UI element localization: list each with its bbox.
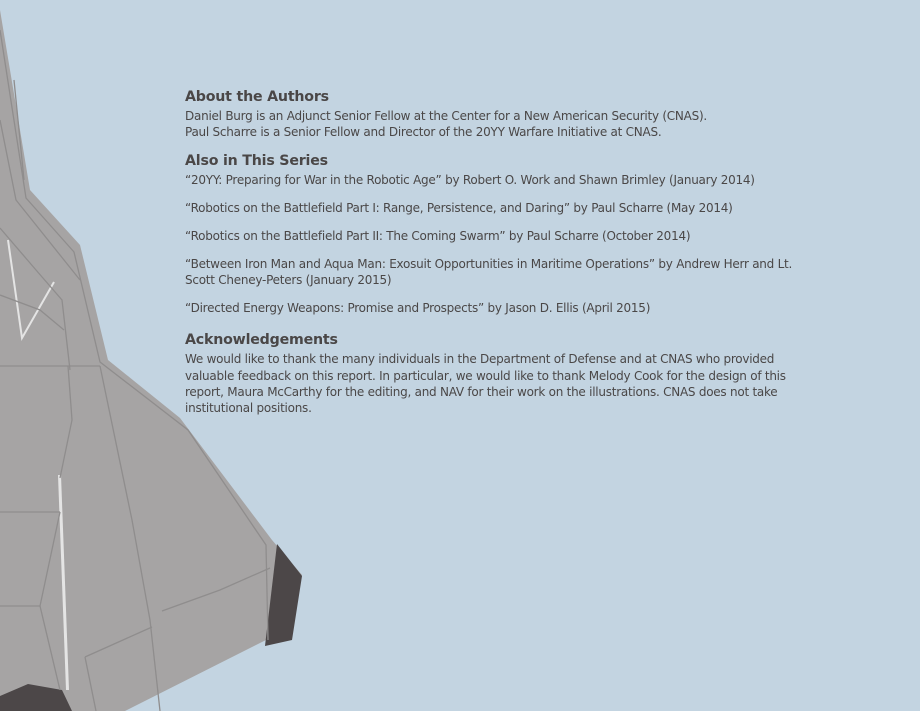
about-authors-section xyxy=(185,89,825,141)
about-authors-heading: About the Authors xyxy=(185,89,329,105)
series-section xyxy=(185,153,825,316)
acknowledgements-text: We would like to thank the many individuals in the Department of Defense and at CNAS who provided valuable feedback on this report. In particular, we would like to thank Melody Cook for the design of this report, Maura McCarthy for the editing, and NAV for their work on the illustrations. CNAS does not take institutional positions. xyxy=(185,352,786,416)
author-bio-burg: Daniel Burg is an Adjunct Senior Fellow at the Center for a New American Security (CNAS). xyxy=(185,109,707,123)
series-item: “Robotics on the Battlefield Part II: The Coming Swarm” by Paul Scharre (October 2014) xyxy=(185,228,691,243)
content-column xyxy=(185,89,825,429)
series-list xyxy=(185,172,825,316)
series-heading: Also in This Series xyxy=(185,152,328,169)
series-item: “Directed Energy Weapons: Promise and Prospects” by Jason D. Ellis (April 2015) xyxy=(185,300,651,315)
series-item: “Robotics on the Battlefield Part I: Range, Persistence, and Daring” by Paul Scharre (May 2014) xyxy=(185,200,733,215)
acknowledgements-heading: Acknowledgements xyxy=(185,332,338,349)
acknowledgements-section xyxy=(185,332,825,417)
author-bio-scharre: Paul Scharre is a Senior Fellow and Director of the 20YY Warfare Initiative at CNAS. xyxy=(185,125,662,140)
series-item: “Between Iron Man and Aqua Man: Exosuit Opportunities in Maritime Operations” by Andrew Herr and Lt. Scott Cheney-Peters (January 2015) xyxy=(185,256,793,287)
series-item: “20YY: Preparing for War in the Robotic Age” by Robert O. Work and Shawn Brimley (January 2014) xyxy=(185,172,755,187)
